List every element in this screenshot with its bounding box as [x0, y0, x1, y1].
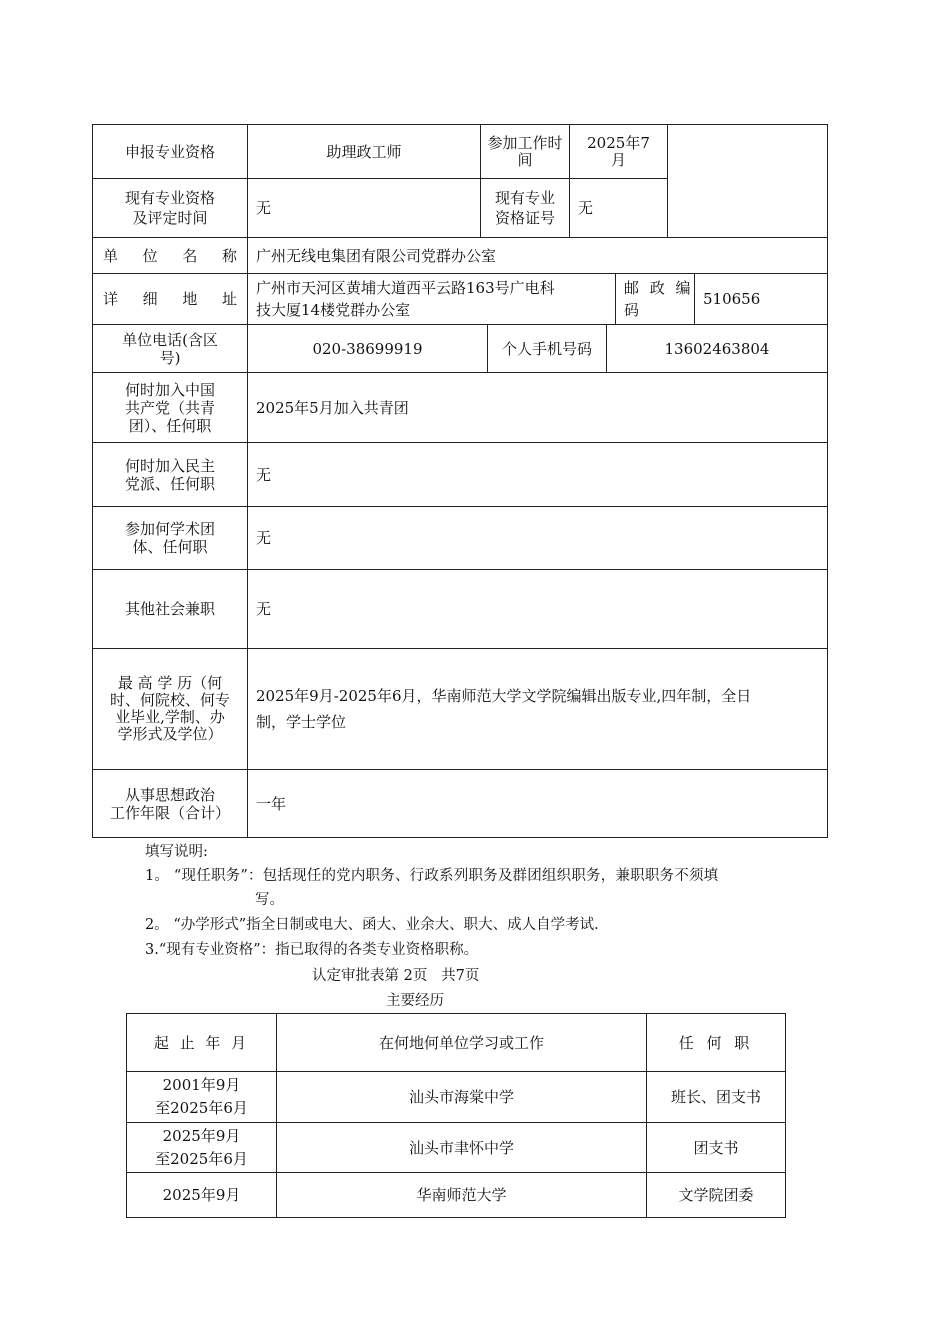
- social-value: 无: [256, 600, 272, 618]
- exp-row-1-place: 汕头市海棠中学: [408, 1088, 514, 1106]
- postcode-value: 510656: [703, 290, 761, 308]
- page-info: 认定审批表第 2页 共7页: [312, 968, 480, 984]
- years-value: 一年: [256, 794, 287, 813]
- exp-row-2-place: 汕头市聿怀中学: [408, 1138, 514, 1157]
- democratic-value: 无: [256, 465, 272, 484]
- address-label: [93, 274, 247, 324]
- years-label: 从事思想政治 工作年限（合计）: [109, 785, 230, 822]
- democratic-label: 何时加入民主 党派、任何职: [124, 456, 215, 493]
- exp-row-1-period: 2001年9月 至2025年6月: [155, 1076, 248, 1117]
- note-3: 3.“现有专业资格”：指已取得的各类专业资格职称。: [145, 942, 479, 958]
- exp-header-role: [647, 1014, 785, 1071]
- exp-header-period-text: 起 止 年 月: [153, 1033, 250, 1052]
- current-cert-label: 现有专业 资格证号: [494, 189, 555, 227]
- exp-row-3-period: 2025年9月: [162, 1186, 241, 1204]
- academic-label: 参加何学术团 体、任何职: [124, 520, 215, 556]
- note-2: 2。 “办学形式”指全日制或电大、函大、业余大、职大、成人自学考试.: [145, 917, 599, 933]
- current-cert-value: 无: [578, 199, 594, 217]
- exp-header-place: 在何地何单位学习或工作: [378, 1033, 544, 1052]
- education-label: 最 高 学 历（何 时、何院校、何专 业毕业,学制、办 学形式及学位）: [109, 674, 230, 743]
- postcode-label: 邮 政 编 码: [624, 279, 694, 319]
- mobile-value: 13602463804: [664, 339, 770, 358]
- exp-row-2-role: 团支书: [693, 1138, 739, 1157]
- address-value: 广州市天河区黄埔大道西平云路163号广电科 技大厦14楼党群办公室: [256, 279, 555, 319]
- exp-header-period: [127, 1014, 276, 1071]
- exp-row-3-role: 文学院团委: [678, 1186, 754, 1204]
- apply-label: 申报专业资格: [124, 142, 215, 161]
- unit-name-label: [93, 238, 247, 273]
- exp-header-role-text: 任 何 职: [678, 1033, 754, 1052]
- phone-label: 单位电话(含区 号): [122, 330, 218, 367]
- party-label: 何时加入中国 共产党（共青 团）、任何职: [124, 380, 215, 435]
- exp-row-3-place: 华南师范大学: [416, 1186, 507, 1204]
- party-value: 2025年5月加入共青团: [256, 398, 409, 417]
- notes-title: 填写说明:: [145, 844, 208, 860]
- social-label: 其他社会兼职: [124, 600, 215, 618]
- address-label-text: 详 细 地 址: [103, 290, 237, 308]
- unit-name-label-text: 单 位 名 称: [103, 246, 237, 265]
- note-1-line-1: 1。 “现任职务”：包括现任的党内职务、行政系列职务及群团组织职务，兼职职务不须填: [145, 868, 719, 884]
- mobile-label: 个人手机号码: [501, 339, 592, 358]
- exp-row-2-period: 2025年9月 至2025年6月: [155, 1126, 248, 1168]
- work-start-value: 2025年7 月: [587, 133, 650, 169]
- note-1-line-2: 写。: [255, 892, 284, 908]
- phone-value: 020-38699919: [312, 339, 423, 358]
- academic-value: 无: [256, 529, 272, 547]
- current-qual-label: 现有专业资格 及评定时间: [124, 189, 215, 227]
- photo-area: [668, 125, 827, 237]
- experience-title: 主要经历: [386, 993, 444, 1009]
- apply-value: 助理政工师: [326, 142, 402, 161]
- education-value: 2025年9月-2025年6月，华南师范大学文学院编辑出版专业,四年制，全日 制，学士学位: [256, 687, 752, 731]
- current-qual-value: 无: [256, 199, 272, 217]
- unit-name-value: 广州无线电集团有限公司党群办公室: [256, 246, 497, 265]
- exp-row-1-role: 班长、团支书: [670, 1088, 761, 1106]
- work-start-label: 参加工作时 间: [487, 133, 563, 169]
